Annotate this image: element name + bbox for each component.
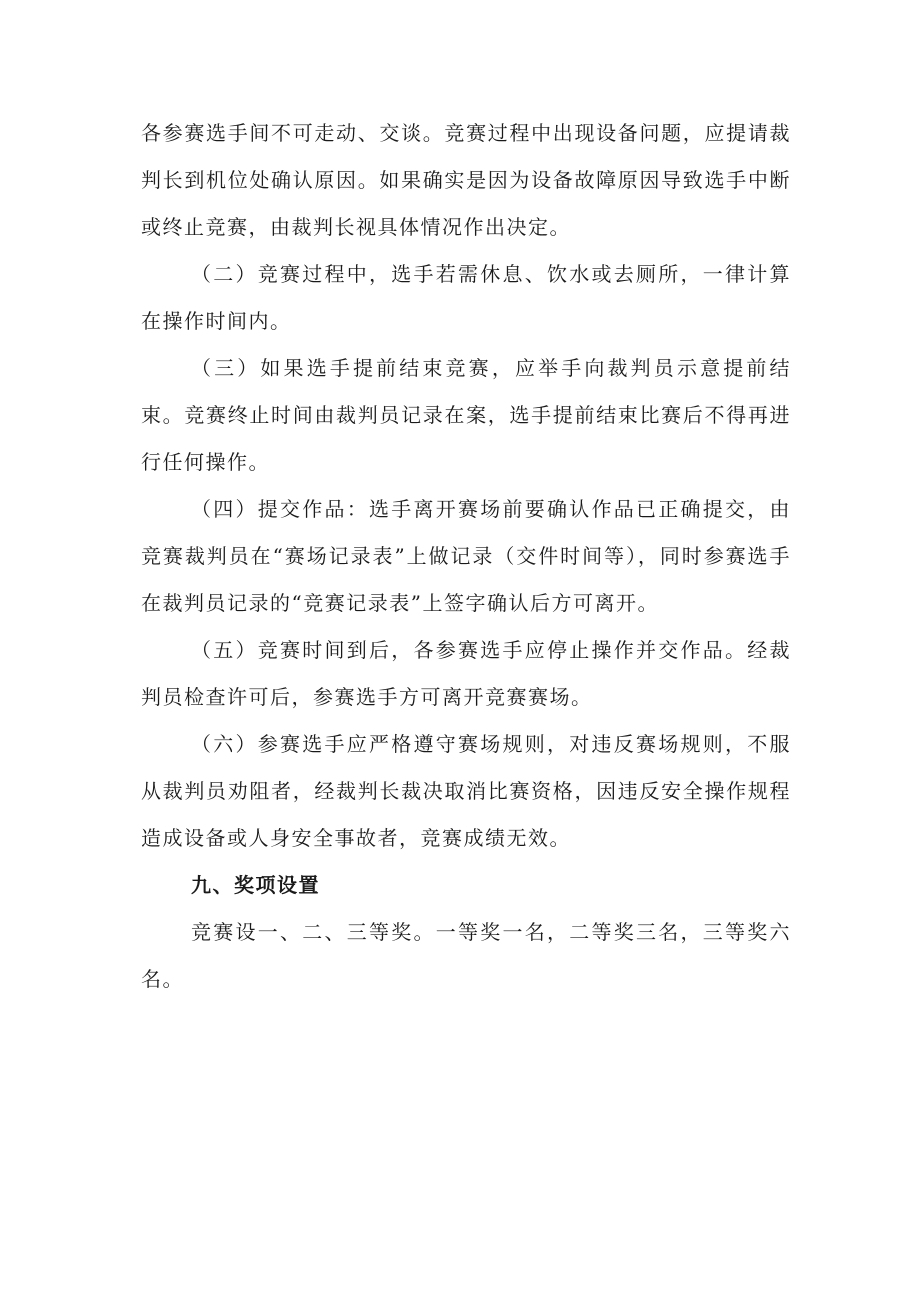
- section-heading-awards: 九、奖项设置: [191, 873, 320, 897]
- paragraph-continuation: 各参赛选手间不可走动、交谈。竞赛过程中出现设备问题，应提请裁判长到机位处确认原因。如果确实是因为设备故障原因导致选手中断或终止竞赛，由裁判长视具体情况作出决定。: [141, 121, 791, 239]
- paragraph-awards: 竞赛设一、二、三等奖。一等奖一名，二等奖三名，三等奖六名。: [141, 920, 791, 991]
- document-body: [141, 110, 791, 1003]
- paragraph-item-2: （二）竞赛过程中，选手若需休息、饮水或去厕所，一律计算在操作时间内。: [141, 262, 791, 333]
- paragraph-item-5: （五）竞赛时间到后，各参赛选手应停止操作并交作品。经裁判员检查许可后，参赛选手方可离开竞赛赛场。: [141, 638, 791, 709]
- paragraph-item-3: （三）如果选手提前结束竞赛，应举手向裁判员示意提前结束。竞赛终止时间由裁判员记录在案，选手提前结束比赛后不得再进行任何操作。: [141, 356, 791, 474]
- paragraph-item-6: （六）参赛选手应严格遵守赛场规则，对违反赛场规则，不服从裁判员劝阻者，经裁判长裁决取消比赛资格，因违反安全操作规程造成设备或人身安全事故者，竞赛成绩无效。: [141, 732, 791, 850]
- paragraph-item-4: （四）提交作品：选手离开赛场前要确认作品已正确提交，由竞赛裁判员在“赛场记录表”上做记录（交件时间等），同时参赛选手在裁判员记录的“竞赛记录表”上签字确认后方可离开。: [141, 497, 791, 615]
